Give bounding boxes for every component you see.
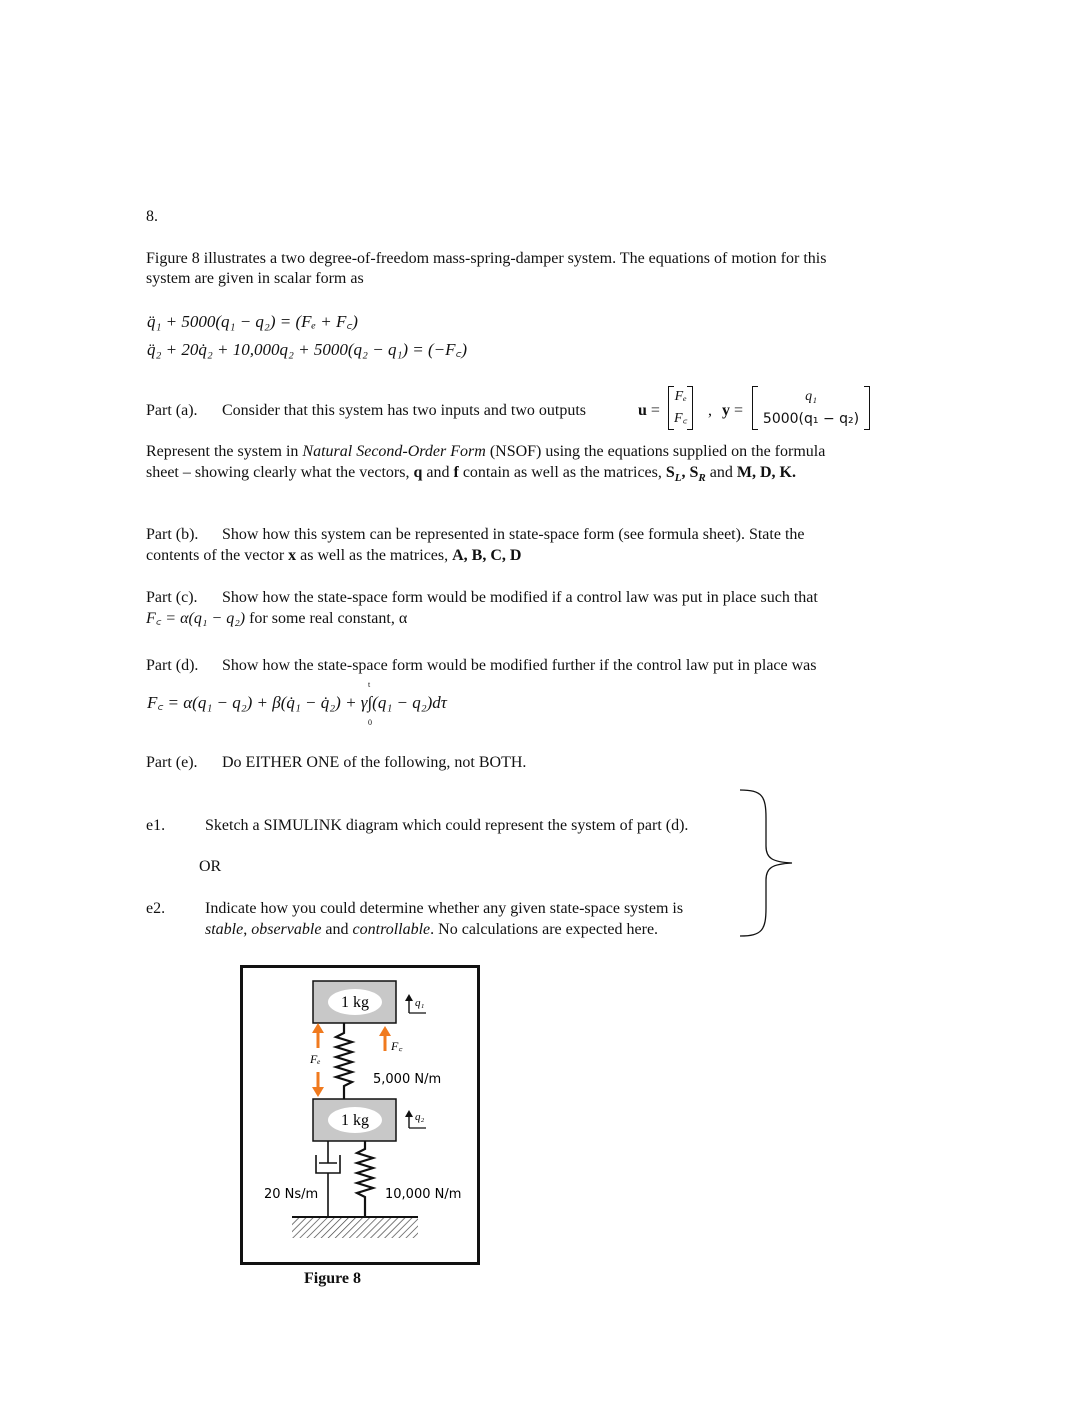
part-c-line2-post: for some real constant, α [249, 610, 408, 627]
part-a-label: Part (a). [146, 402, 198, 419]
part-b-line2-a: contents of the vector [146, 547, 285, 564]
term-controllable: controllable [352, 921, 431, 938]
term-stable: stable [205, 921, 244, 938]
bottom-mass-label: 1 kg [341, 1112, 369, 1129]
spring-top-label: 5,000 N/m [373, 1072, 442, 1087]
part-b-label: Part (b). [146, 526, 199, 543]
u-entry-2: F꜀ [674, 411, 688, 426]
u-matrix [668, 386, 693, 430]
and-word: and [426, 464, 450, 481]
vector-x: x [288, 547, 297, 564]
e2-and: and [325, 921, 349, 938]
comma-sep: , [708, 402, 712, 419]
u-symbol: u [638, 402, 647, 419]
y-symbol: y [722, 402, 730, 419]
q2-label: q₂ [415, 1111, 425, 1123]
matrices-abcd: A, B, C, D [452, 547, 522, 564]
control-law-d: F꜀ = α(q₁ − q₂) + β(q̇₁ − q̇₂) + γ∫(q₁ − q₂)dτ [147, 693, 447, 712]
fe-label: Fₑ [310, 1052, 321, 1066]
intro-line-1: Figure 8 illustrates a two degree-of-freedom mass-spring-damper system. The equations of motion for this [146, 250, 827, 267]
part-a-line3-a: sheet – showing clearly what the vectors, [146, 464, 410, 481]
e2-line-2: stable, observable and controllable. No calculations are expected here. [205, 921, 659, 938]
part-b-line2-b: as well as the matrices, [300, 547, 449, 564]
e2-end: No calculations are expected here. [438, 921, 659, 938]
integral-lower-limit: 0 [368, 718, 372, 727]
part-e-label: Part (e). [146, 754, 198, 771]
fc-label: F꜀ [391, 1039, 403, 1053]
figure-caption: Figure 8 [304, 1270, 362, 1287]
y-entry-1: q₁ [805, 389, 817, 404]
question-number: 8. [146, 208, 158, 225]
e2-line-1: Indicate how you could determine whether any given state-space system is [205, 900, 684, 917]
nsof-term: Natural Second-Order Form [302, 443, 486, 460]
q1-label: q₁ [415, 997, 425, 1009]
equation-1: q̈₁ + 5000(q₁ − q₂) = (Fₑ + F꜀) [147, 312, 358, 331]
part-a-line2-post: (NSOF) using the equations supplied on the formula [489, 443, 826, 460]
intro-line-2: system are given in scalar form as [146, 270, 364, 287]
ground-hatch [292, 1218, 418, 1238]
damper-label: 20 Ns/m [264, 1187, 319, 1202]
figure-8-diagram [240, 965, 480, 1267]
spring-bottom-label: 10,000 N/m [385, 1187, 462, 1202]
part-c-line-2 [146, 608, 407, 629]
matrices-mdk: M, D, K. [736, 464, 796, 481]
control-law-c: F꜀ = α(q₁ − q₂) [146, 610, 246, 627]
matrix-sl: $S_L$, [665, 464, 686, 485]
part-e-text: Do EITHER ONE of the following, not BOTH. [222, 754, 527, 771]
top-mass-label: 1 kg [341, 994, 369, 1011]
or-word: OR [199, 858, 222, 875]
part-c-line-1: Show how the state-space form would be modified if a control law was put in place such that [222, 589, 818, 606]
part-a-text: Consider that this system has two inputs and two outputs [222, 402, 586, 419]
curly-brace [736, 788, 798, 940]
part-d-line-1: Show how the state-space form would be modified further if the control law put in place was [222, 657, 817, 674]
e1-label: e1. [146, 817, 166, 834]
y-matrix [752, 386, 870, 430]
y-vector: y = [722, 402, 744, 419]
part-c-label: Part (c). [146, 589, 198, 606]
part-a-line-3: sheet – showing clearly what the vectors, q and f contain as well as the matrices, $S_L$, $S_R$ and M, D, K. [146, 464, 796, 485]
integral-upper-limit: t [368, 680, 371, 689]
u-vector: u = [638, 402, 660, 419]
equation-2: q̈₂ + 20q̇₂ + 10,000q₂ + 5000(q₂ − q₁) = (−F꜀) [147, 340, 468, 359]
vector-f: f [453, 464, 459, 481]
matrix-sr: $S_R$ [689, 464, 706, 485]
part-b-line-2 [146, 545, 521, 566]
term-observable: observable [251, 921, 322, 938]
y-entry-2: 5000(q₁ − q₂) [762, 411, 860, 427]
part-b-line-1: Show how this system can be represented in state-space form (see formula sheet). State the [222, 526, 805, 543]
part-d-label: Part (d). [146, 657, 199, 674]
e1-text: Sketch a SIMULINK diagram which could represent the system of part (d). [205, 817, 689, 834]
vector-q: q [413, 464, 423, 481]
part-a-line3-b: contain as well as the matrices, [462, 464, 662, 481]
part-a-line-2 [146, 441, 825, 462]
u-entry-1: Fₑ [674, 389, 687, 404]
e2-label: e2. [146, 900, 166, 917]
part-a-line2-pre: Represent the system in [146, 443, 299, 460]
